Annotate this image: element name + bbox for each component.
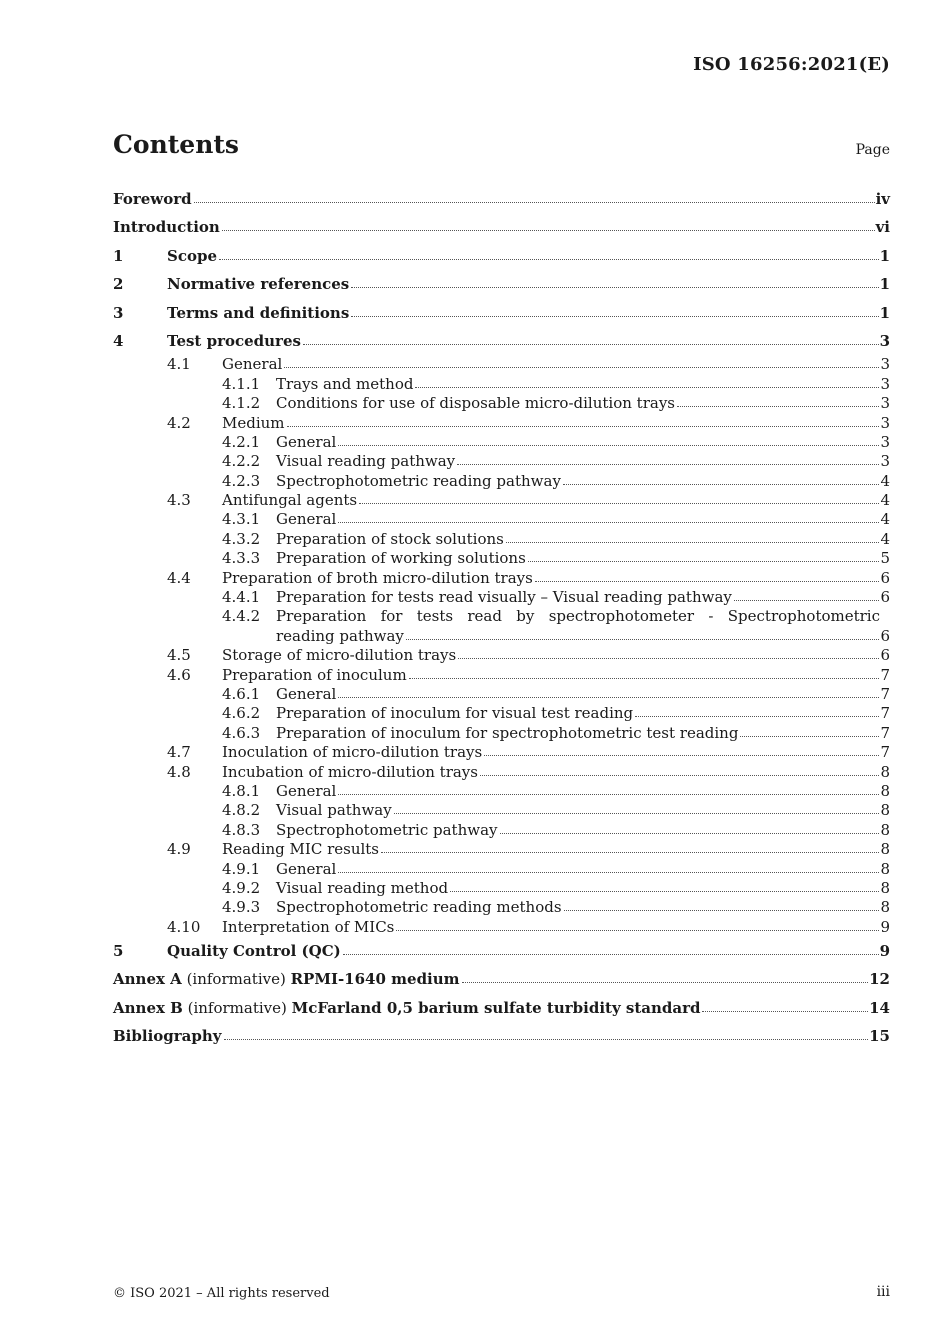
toc-title: Annex B (informative) McFarland 0,5 barium sulfate turbidity standard: [113, 998, 701, 1017]
toc-entry-subsection[interactable]: [113, 704, 890, 723]
dot-leader: [458, 657, 879, 659]
toc-row: [113, 242, 890, 270]
toc-page: 3: [880, 355, 890, 374]
toc-entry-section[interactable]: [113, 242, 890, 270]
toc-title: Preparation of stock solutions: [276, 529, 504, 548]
toc-entry-subsection[interactable]: [113, 607, 890, 646]
dot-leader: [394, 812, 879, 814]
toc-page: 8: [880, 820, 890, 839]
toc-page: 15: [869, 1027, 890, 1046]
toc-row: [113, 472, 890, 491]
dot-leader: [457, 463, 879, 465]
toc-row: [113, 299, 890, 327]
toc-row: [113, 491, 890, 510]
toc-title: Medium: [222, 413, 285, 432]
toc-number: 4.4.2: [222, 607, 261, 626]
toc-title: Antifungal agents: [222, 491, 358, 510]
toc-page: 4: [880, 471, 890, 490]
toc-page: 3: [880, 394, 890, 413]
toc-number: 4.2: [167, 413, 191, 432]
toc-entry-subsection[interactable]: [113, 588, 890, 607]
copyright-notice: © ISO 2021 – All rights reserved: [113, 1286, 330, 1301]
toc-page: 8: [880, 840, 890, 859]
toc-title: General: [222, 355, 283, 374]
toc-row: [113, 743, 890, 762]
toc-row: [113, 355, 890, 374]
toc-entry-section[interactable]: [113, 327, 890, 355]
toc-number: 4.8.1: [222, 781, 261, 800]
toc-number: 4.6.3: [222, 723, 261, 742]
toc-row: [113, 394, 890, 413]
annex-note: (informative): [181, 970, 291, 989]
toc-number: 4.3.3: [222, 549, 261, 568]
toc-number: 4.4: [167, 568, 191, 587]
toc-title: General: [276, 859, 337, 878]
toc-title: Preparation of working solutions: [276, 549, 526, 568]
toc-entry-subsection[interactable]: [113, 840, 890, 859]
toc-number: 4.2.1: [222, 432, 261, 451]
toc-number: 1: [113, 246, 124, 265]
toc-row: [113, 724, 890, 743]
toc-number: 4.1: [167, 355, 191, 374]
dot-leader: [500, 832, 880, 834]
dot-leader: [528, 560, 879, 562]
toc-page: 8: [880, 781, 890, 800]
toc-entry-subsection[interactable]: [113, 860, 890, 879]
toc-number: 4.1.1: [222, 374, 261, 393]
toc-number: 4.1.2: [222, 394, 261, 413]
dot-leader: [396, 929, 879, 931]
dot-leader: [635, 715, 879, 717]
toc-number: 4.9: [167, 840, 191, 859]
toc-title: Foreword: [113, 190, 192, 208]
dot-leader: [563, 483, 879, 485]
toc-entry-subsection[interactable]: [113, 355, 890, 374]
toc-page: vi: [875, 218, 890, 237]
table-of-contents: [113, 185, 890, 1051]
dot-leader: [406, 638, 879, 640]
toc-entry-subsection[interactable]: [113, 414, 890, 433]
toc-row: [113, 937, 890, 965]
dot-leader: [284, 366, 879, 368]
toc-page: 8: [880, 801, 890, 820]
toc-title: Preparation of broth micro-dilution trays: [222, 568, 533, 587]
toc-entry-subsection[interactable]: [113, 510, 890, 529]
toc-entry-section[interactable]: [113, 937, 890, 965]
toc-entry-subsection[interactable]: [113, 782, 890, 801]
toc-row: [113, 821, 890, 840]
toc-row: [113, 433, 890, 452]
toc-row: [113, 782, 890, 801]
toc-row: [113, 685, 890, 704]
toc-page: 6: [880, 626, 890, 645]
toc-title: Preparation for tests read visually – Visual reading pathway: [276, 588, 732, 607]
toc-page: 7: [880, 743, 890, 762]
toc-title: Annex A (informative) RPMI-1640 medium: [113, 970, 460, 989]
toc-page-spacer: [880, 607, 890, 626]
toc-title: Bibliography: [113, 1027, 222, 1046]
toc-page: 6: [880, 588, 890, 607]
toc-row: [113, 569, 890, 588]
toc-number: 4.9.1: [222, 859, 261, 878]
toc-entry-subsection[interactable]: [113, 569, 890, 588]
toc-entry-front[interactable]: [113, 185, 890, 213]
toc-title: Terms and definitions: [167, 303, 350, 322]
toc-number: 4.6.1: [222, 684, 261, 703]
toc-entry-subsection[interactable]: [113, 918, 890, 937]
toc-entry-subsection[interactable]: [113, 530, 890, 549]
dot-leader: [287, 425, 879, 427]
toc-page: 3: [880, 374, 890, 393]
toc-entry-subsection[interactable]: [113, 763, 890, 782]
toc-number: 4.8: [167, 762, 191, 781]
toc-title-continued: reading pathway: [276, 626, 404, 645]
toc-entry-subsection[interactable]: [113, 879, 890, 898]
toc-entry-front[interactable]: [113, 213, 890, 241]
dot-leader: [338, 793, 879, 795]
dot-leader: [409, 677, 879, 679]
dot-leader: [450, 890, 879, 892]
page-number: iii: [876, 1284, 890, 1300]
toc-page: 7: [880, 665, 890, 684]
toc-page: 1: [879, 246, 890, 265]
toc-row: [113, 375, 890, 394]
dot-leader: [219, 258, 879, 260]
toc-number: 2: [113, 275, 124, 294]
dot-leader: [338, 871, 879, 873]
toc-page: 9: [879, 942, 890, 961]
dot-leader: [415, 386, 879, 388]
toc-number: 4.9.2: [222, 878, 261, 897]
toc-page: 4: [880, 491, 890, 510]
toc-page: 8: [880, 878, 890, 897]
toc-row: [113, 860, 890, 879]
toc-page: 8: [880, 762, 890, 781]
toc-row: [113, 549, 890, 568]
toc-entry-annex[interactable]: [113, 965, 890, 993]
page-column-label: Page: [855, 142, 890, 158]
toc-title: Visual reading pathway: [276, 452, 456, 471]
toc-number: 4.5: [167, 646, 191, 665]
toc-title: General: [276, 684, 337, 703]
toc-entry-bibliography[interactable]: [113, 1022, 890, 1050]
toc-row: [113, 898, 890, 917]
toc-entry-subsection[interactable]: [113, 724, 890, 743]
toc-page: 6: [880, 568, 890, 587]
toc-number: 4.6: [167, 665, 191, 684]
toc-row: [113, 1022, 890, 1050]
toc-title: Preparation of inoculum for spectrophotometric test reading: [276, 723, 739, 742]
toc-number: 4.9.3: [222, 898, 261, 917]
toc-page: 3: [880, 452, 890, 471]
toc-row: [113, 840, 890, 859]
toc-title: Spectrophotometric reading methods: [276, 898, 562, 917]
contents-heading: Contents: [113, 130, 240, 159]
toc-page: 7: [880, 723, 890, 742]
dot-leader: [224, 1038, 869, 1040]
toc-page: 3: [879, 331, 890, 350]
dot-leader: [535, 580, 879, 582]
toc-number: 4: [113, 331, 124, 350]
toc-number: 4.6.2: [222, 704, 261, 723]
toc-title: Introduction: [113, 218, 220, 237]
toc-title: Preparation of inoculum: [222, 665, 407, 684]
toc-title: Interpretation of MICs: [222, 917, 395, 936]
dot-leader: [351, 315, 878, 317]
toc-title: Incubation of micro-dilution trays: [222, 762, 478, 781]
dot-leader: [740, 735, 879, 737]
toc-row: [113, 646, 890, 665]
annex-note: (informative): [182, 998, 292, 1017]
toc-title: Visual pathway: [276, 801, 392, 820]
toc-entry-subsection[interactable]: [113, 452, 890, 471]
toc-number: 4.2.3: [222, 471, 261, 490]
toc-number: 4.2.2: [222, 452, 261, 471]
toc-entry-subsection[interactable]: [113, 685, 890, 704]
dot-leader: [222, 229, 875, 231]
dot-leader: [506, 541, 879, 543]
toc-entry-subsection[interactable]: [113, 394, 890, 413]
dot-leader: [734, 599, 879, 601]
toc-row: [113, 270, 890, 298]
toc-number: 3: [113, 303, 124, 322]
toc-row: [113, 452, 890, 471]
toc-entry-subsection[interactable]: [113, 433, 890, 452]
toc-title: Preparation of inoculum for visual test reading: [276, 704, 634, 723]
toc-number: 4.8.2: [222, 801, 261, 820]
toc-title: Visual reading method: [276, 878, 449, 897]
toc-title: Storage of micro-dilution trays: [222, 646, 457, 665]
toc-row: [113, 414, 890, 433]
toc-title: Trays and method: [276, 374, 414, 393]
toc-page: 9: [880, 917, 890, 936]
toc-row: [113, 879, 890, 898]
toc-row: [113, 965, 890, 993]
toc-page: 1: [879, 275, 890, 294]
toc-row: [113, 185, 890, 213]
toc-entry-subsection[interactable]: [113, 646, 890, 665]
toc-row: [113, 607, 890, 626]
dot-leader: [343, 953, 879, 955]
toc-entry-subsection[interactable]: [113, 666, 890, 685]
toc-entry-subsection[interactable]: [113, 821, 890, 840]
dot-leader: [564, 909, 879, 911]
toc-title: Conditions for use of disposable micro-dilution trays: [276, 394, 675, 413]
toc-title: Inoculation of micro-dilution trays: [222, 743, 483, 762]
toc-title: Quality Control (QC): [167, 942, 341, 961]
toc-page: 12: [869, 970, 890, 989]
toc-row: [113, 763, 890, 782]
toc-title: Scope: [167, 246, 218, 265]
toc-title: General: [276, 781, 337, 800]
dot-leader: [677, 405, 879, 407]
toc-row: [113, 588, 890, 607]
toc-row: [113, 918, 890, 937]
toc-title: General: [276, 510, 337, 529]
dot-leader: [338, 521, 879, 523]
toc-title: Normative references: [167, 275, 350, 294]
toc-page: 4: [880, 510, 890, 529]
dot-leader: [359, 502, 879, 504]
toc-row: [113, 801, 890, 820]
toc-page: 7: [880, 704, 890, 723]
toc-page: 5: [880, 549, 890, 568]
toc-entry-subsection[interactable]: [113, 549, 890, 568]
toc-title: Test procedures: [167, 331, 301, 350]
dot-leader: [303, 343, 879, 345]
toc-title: General: [276, 432, 337, 451]
dot-leader: [462, 981, 869, 983]
toc-entry-subsection[interactable]: [113, 375, 890, 394]
toc-number: 4.3.1: [222, 510, 261, 529]
toc-number: 4.8.3: [222, 820, 261, 839]
dot-leader: [194, 201, 875, 203]
toc-number: 5: [113, 942, 124, 961]
dot-leader: [338, 444, 879, 446]
toc-page: 1: [879, 303, 890, 322]
toc-page: 7: [880, 684, 890, 703]
toc-number: 4.3: [167, 491, 191, 510]
toc-row: [113, 327, 890, 355]
toc-entry-subsection[interactable]: [113, 743, 890, 762]
document-id: ISO 16256:2021(E): [693, 54, 890, 75]
toc-entry-section[interactable]: [113, 299, 890, 327]
toc-entry-subsection[interactable]: [113, 472, 890, 491]
toc-page: 4: [880, 529, 890, 548]
dot-leader: [338, 696, 879, 698]
toc-number: 4.7: [167, 743, 191, 762]
toc-row: [113, 510, 890, 529]
toc-row: [113, 530, 890, 549]
toc-entry-annex[interactable]: [113, 994, 890, 1022]
toc-title: Reading MIC results: [222, 840, 380, 859]
dot-leader: [702, 1010, 868, 1012]
toc-entry-subsection[interactable]: [113, 801, 890, 820]
toc-row: [113, 704, 890, 723]
dot-leader: [484, 754, 879, 756]
toc-page: 8: [880, 859, 890, 878]
toc-number: 4.10: [167, 917, 201, 936]
toc-entry-section[interactable]: [113, 270, 890, 298]
toc-page: 6: [880, 646, 890, 665]
toc-title: Spectrophotometric reading pathway: [276, 471, 561, 490]
toc-title: Spectrophotometric pathway: [276, 820, 498, 839]
toc-page: 14: [869, 998, 890, 1017]
toc-row-continued: [113, 627, 890, 646]
toc-entry-subsection[interactable]: [113, 491, 890, 510]
toc-page: iv: [875, 190, 890, 208]
toc-page: 8: [880, 898, 890, 917]
toc-number: 4.3.2: [222, 529, 261, 548]
toc-number: 4.4.1: [222, 588, 261, 607]
toc-entry-subsection[interactable]: [113, 898, 890, 917]
toc-row: [113, 666, 890, 685]
dot-leader: [351, 286, 878, 288]
toc-row: [113, 994, 890, 1022]
toc-row: [113, 213, 890, 241]
toc-title: Preparation for tests read by spectrophotometer - Spectrophotometric: [276, 607, 880, 626]
dot-leader: [480, 774, 879, 776]
toc-page: 3: [880, 432, 890, 451]
dot-leader: [381, 851, 879, 853]
toc-page: 3: [880, 413, 890, 432]
